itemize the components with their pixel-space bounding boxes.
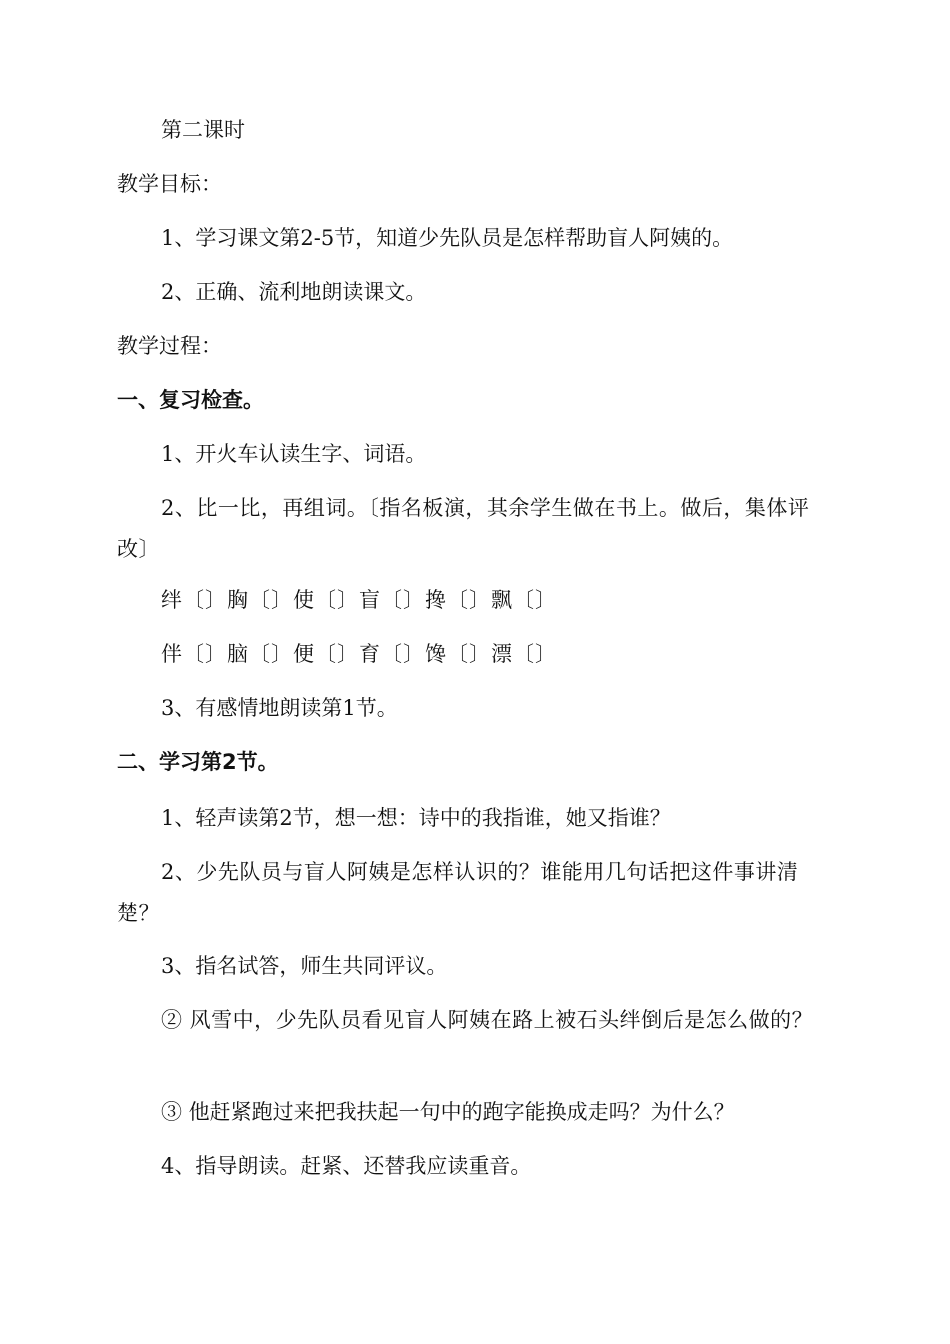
goal-item-1: 1、学习课文第2-5节，知道少先队员是怎样帮助盲人阿姨的。 [161, 226, 734, 250]
goal-item-2: 2、正确、流利地朗读课文。 [161, 280, 427, 304]
process-heading: 教学过程： [117, 334, 222, 358]
section-1-heading: 一、复习检查。 [117, 388, 264, 412]
review-item-2 [117, 488, 827, 570]
study-item-1: 1、轻声读第2节，想一想：诗中的我指谁，她又指谁？ [161, 806, 671, 830]
study-item-3-sub-2 [117, 1000, 827, 1041]
study-item-3-sub-3: ③ 他赶紧跑过来把我扶起一句中的跑字能换成走吗？为什么？ [161, 1100, 735, 1124]
study-item-4: 4、指导朗读。赶紧、还替我应读重音。 [161, 1154, 532, 1178]
compare-row-2: 伴〔〕脑〔〕便〔〕育〔〕馋〔〕漂〔〕 [161, 642, 557, 666]
study-item-3-sub-2-text: ② 风雪中，少先队员看见盲人阿姨在路上被石头绊倒后是怎么做的？ [161, 1008, 814, 1032]
compare-row-1: 绊〔〕胸〔〕使〔〕盲〔〕搀〔〕飘〔〕 [161, 588, 557, 612]
goals-heading: 教学目标： [117, 172, 222, 196]
review-item-1: 1、开火车认读生字、词语。 [161, 442, 427, 466]
lesson-title: 第二课时 [161, 118, 245, 142]
study-item-2 [117, 852, 827, 934]
review-item-2-text: 2、比一比，再组词。〔指名板演，其余学生做在书上。做后，集体评改〕 [117, 496, 810, 561]
section-2-heading: 二、学习第2节。 [117, 750, 279, 774]
study-item-2-text: 2、少先队员与盲人阿姨是怎样认识的？谁能用几句话把这件事讲清楚？ [117, 860, 799, 925]
study-item-3: 3、指名试答，师生共同评议。 [161, 954, 448, 978]
review-item-3: 3、有感情地朗读第1节。 [161, 696, 398, 720]
